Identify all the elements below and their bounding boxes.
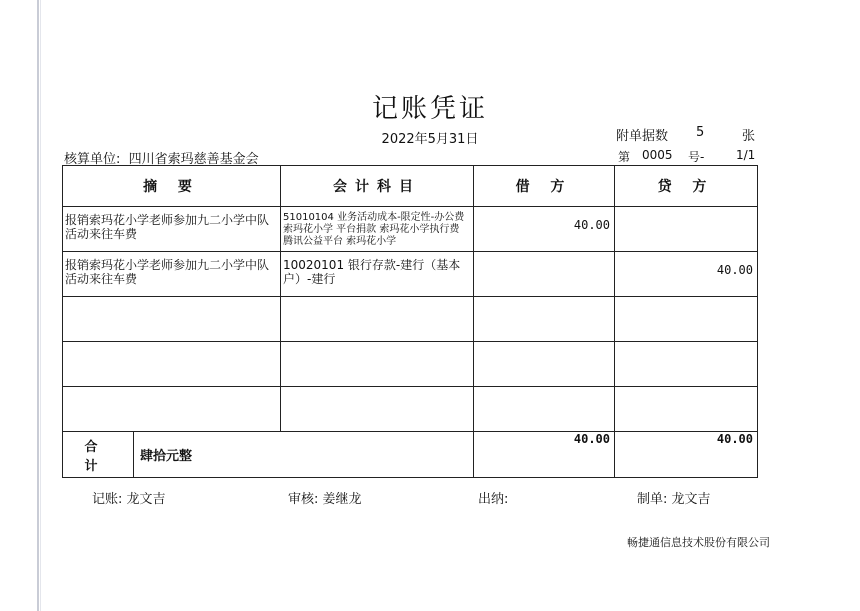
row-credit xyxy=(615,387,758,432)
bookkeeper-name: 龙文吉 xyxy=(126,492,166,507)
total-words: 肆拾元整 xyxy=(140,449,193,464)
header-summary: 摘 要 xyxy=(63,166,281,207)
row-summary xyxy=(63,387,281,432)
row-summary: 报销索玛花小学老师参加九二小学中队活动来往车费 xyxy=(63,207,281,252)
attachments-unit: 张 xyxy=(742,129,756,144)
row-summary: 报销索玛花小学老师参加九二小学中队活动来往车费 xyxy=(63,252,281,297)
table-row xyxy=(63,207,758,252)
voucher-no-prefix: 第 xyxy=(618,150,631,164)
table-row xyxy=(63,297,758,342)
total-debit: 40.00 xyxy=(474,432,615,478)
attachments-label: 附单据数 xyxy=(616,129,669,144)
row-credit xyxy=(615,207,758,252)
total-credit: 40.00 xyxy=(615,432,758,478)
bookkeeper xyxy=(92,488,166,507)
total-row xyxy=(63,432,758,478)
cashier xyxy=(478,488,513,507)
row-summary xyxy=(63,342,281,387)
attachments-info xyxy=(616,125,756,144)
row-credit xyxy=(615,342,758,387)
row-debit xyxy=(474,387,615,432)
row-account: 51010104 业务活动成本-限定性-办公费 索玛花小学 平台捐款 索玛花小学执行费 腾讯公益平台 索玛花小学 xyxy=(281,207,474,252)
table-row xyxy=(63,342,758,387)
preparer-name: 龙文吉 xyxy=(671,492,711,507)
voucher-page: 1/1 xyxy=(736,148,756,162)
bookkeeper-label: 记账: xyxy=(92,492,123,507)
table-row xyxy=(63,387,758,432)
auditor-label: 审核: xyxy=(288,492,319,507)
table-row xyxy=(63,252,758,297)
auditor xyxy=(288,488,362,507)
row-account: 10020101 银行存款-建行（基本户）-建行 xyxy=(281,252,474,297)
header-account: 会计科目 xyxy=(281,166,474,207)
auditor-name: 姜继龙 xyxy=(322,492,362,507)
voucher-table xyxy=(62,165,758,478)
voucher-title: 记账凭证 xyxy=(371,94,488,124)
row-credit xyxy=(615,297,758,342)
unit-name: 四川省索玛慈善基金会 xyxy=(128,152,259,167)
row-debit xyxy=(474,342,615,387)
voucher-no-value: 0005 xyxy=(642,148,673,162)
table-header xyxy=(63,166,758,207)
row-summary xyxy=(63,297,281,342)
total-label: 合 计 xyxy=(63,432,134,477)
unit-label: 核算单位: xyxy=(64,152,121,167)
preparer xyxy=(637,488,711,507)
row-debit xyxy=(474,297,615,342)
software-company: 畅捷通信息技术股份有限公司 xyxy=(627,536,770,549)
attachments-count: 5 xyxy=(696,125,705,140)
header-credit: 贷 方 xyxy=(615,166,758,207)
row-debit: 40.00 xyxy=(474,207,615,252)
header-debit: 借 方 xyxy=(474,166,615,207)
row-account xyxy=(281,342,474,387)
preparer-label: 制单: xyxy=(637,492,668,507)
total-cell xyxy=(63,432,474,478)
voucher-date: 2022年5月31日 xyxy=(381,132,479,147)
cashier-label: 出纳: xyxy=(478,492,509,507)
voucher-no-suffix: 号- xyxy=(688,150,705,164)
row-account xyxy=(281,297,474,342)
row-account xyxy=(281,387,474,432)
row-credit: 40.00 xyxy=(615,252,758,297)
row-debit xyxy=(474,252,615,297)
